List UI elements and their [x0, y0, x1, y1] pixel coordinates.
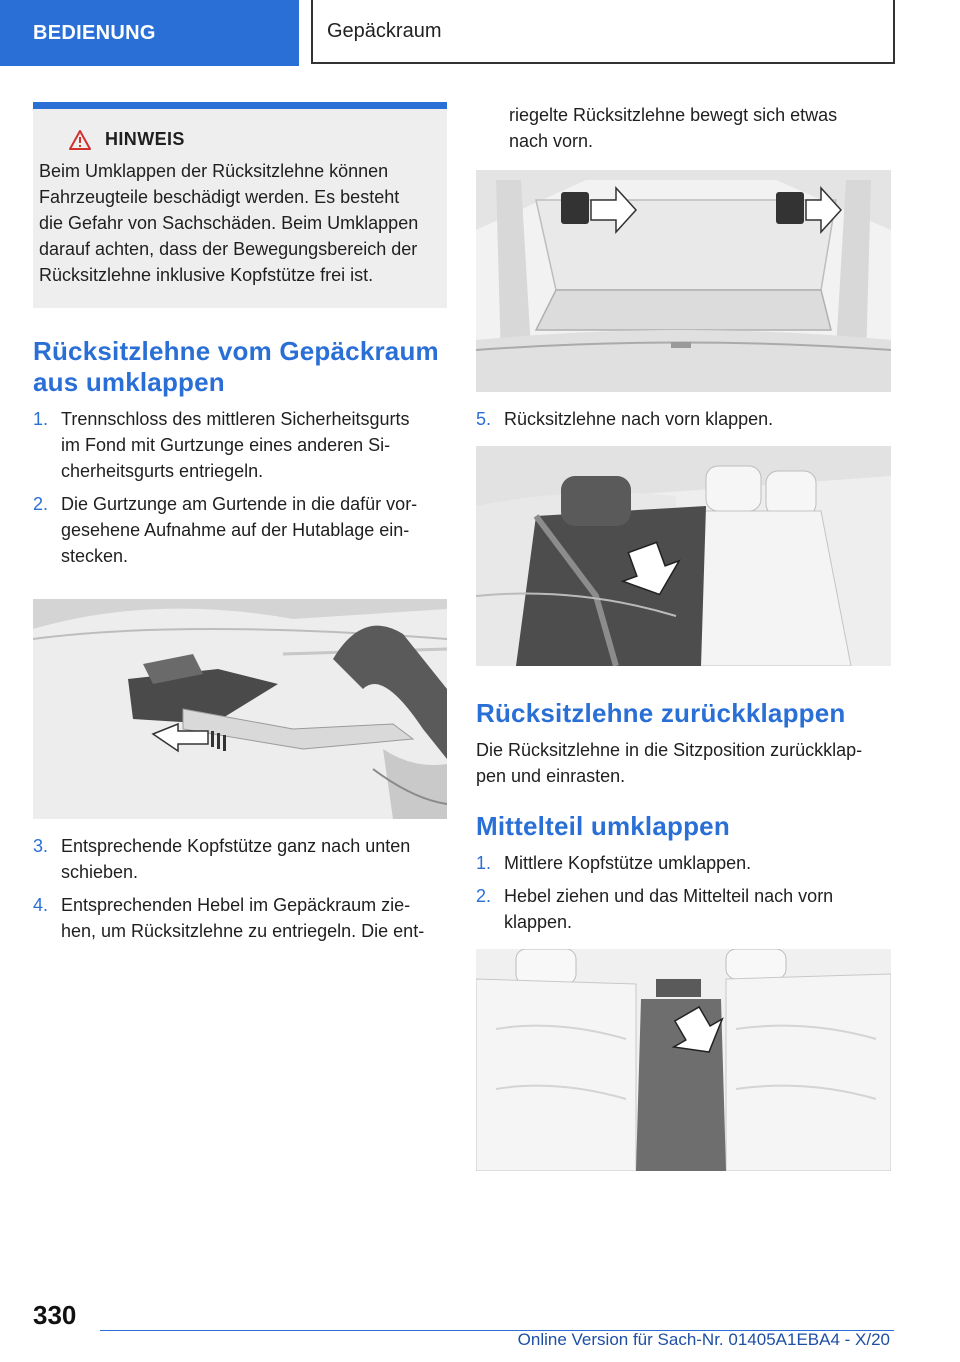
warning-triangle-icon — [69, 130, 91, 150]
step-text — [61, 406, 447, 484]
step-text — [61, 892, 447, 944]
step-line: Rücksitzlehne nach vorn klappen. — [504, 409, 774, 429]
list-item — [33, 892, 447, 944]
step-text — [504, 850, 891, 876]
step-line: Die Gurtzunge am Gurtende in die dafür vor- — [61, 494, 418, 514]
notice-text — [39, 158, 439, 288]
notice-line: darauf achten, dass der Bewegungsbereich der — [39, 239, 418, 259]
step-line: nach vorn. — [509, 131, 594, 151]
step-number: 1. — [33, 409, 49, 429]
header-section-label: BEDIENUNG — [0, 0, 299, 66]
page-number: 330 — [33, 1300, 77, 1330]
step-line: cherheitsgurts entriegeln. — [61, 461, 264, 481]
right-column — [476, 102, 891, 1171]
step-number: 1. — [476, 853, 492, 873]
step-number: 2. — [33, 494, 49, 514]
list-item — [33, 406, 447, 484]
step-line: stecken. — [61, 546, 129, 566]
list-item — [33, 491, 447, 569]
step-number: 2. — [476, 886, 492, 906]
notice-line: die Gefahr von Sachschäden. Beim Umklappen — [39, 213, 419, 233]
step-line: Hebel ziehen und das Mittelteil nach vorn — [504, 886, 834, 906]
step-number: 4. — [33, 895, 49, 915]
step-line: Entsprechende Kopfstütze ganz nach unten — [61, 836, 411, 856]
step-text — [504, 406, 891, 432]
footer-text: Online Version für Sach-Nr. 01405A1EBA4 - X/20 — [517, 1330, 890, 1349]
section-title-fold-from-trunk — [33, 336, 447, 398]
notice-line: Beim Umklappen der Rücksitzlehne können — [39, 161, 389, 181]
steps-list-center — [476, 850, 891, 935]
left-column — [33, 102, 447, 951]
step-line: Mittlere Kopfstütze umklappen. — [504, 853, 752, 873]
section-text-fold-back — [476, 737, 891, 789]
step-continuation — [476, 102, 891, 154]
list-item — [476, 406, 891, 432]
step-line: Trennschloss des mittleren Sicherheitsgurts — [61, 409, 410, 429]
step-line: gesehene Aufnahme auf der Hutablage ein- — [61, 520, 410, 540]
section-title-line: aus umklappen — [33, 367, 225, 397]
step-line: klappen. — [504, 912, 573, 932]
notice-line: Rücksitzlehne inklusive Kopfstütze frei ist. — [39, 265, 374, 285]
section-title-center: Mittelteil umklappen — [476, 811, 730, 841]
list-item — [476, 850, 891, 876]
figure-center-section — [476, 949, 891, 1171]
step-text — [61, 833, 447, 885]
steps-list-b — [33, 833, 447, 944]
step-text — [61, 491, 447, 569]
notice-line: Fahrzeugteile beschädigt werden. Es besteht — [39, 187, 400, 207]
step-number: 3. — [33, 836, 49, 856]
notice-title: HINWEIS — [105, 129, 185, 149]
figure-trunk-levers — [476, 170, 891, 392]
list-item — [476, 883, 891, 935]
notice-box — [33, 102, 447, 308]
figure-seat-fold-forward — [476, 446, 891, 666]
step-number: 5. — [476, 409, 492, 429]
step-line: im Fond mit Gurtzunge eines anderen Si- — [61, 435, 391, 455]
header-chapter-title: Gepäckraum — [311, 0, 895, 64]
step-line: Entsprechenden Hebel im Gepäckraum zie- — [61, 895, 411, 915]
step-line: schieben. — [61, 862, 139, 882]
text-line: Die Rücksitzlehne in die Sitzposition zurückklap- — [476, 740, 863, 760]
section-title-fold-back: Rücksitzlehne zurückklappen — [476, 698, 846, 728]
step-line: riegelte Rücksitzlehne bewegt sich etwas — [509, 105, 838, 125]
steps-list-c — [476, 406, 891, 432]
step-text — [504, 883, 891, 935]
figure-parcel-shelf — [33, 599, 447, 819]
steps-list-a — [33, 406, 447, 569]
section-title-line: Rücksitzlehne vom Gepäckraum — [33, 336, 439, 366]
step-line: hen, um Rücksitzlehne zu entriegeln. Die ent- — [61, 921, 425, 941]
text-line: pen und einrasten. — [476, 766, 626, 786]
list-item — [33, 833, 447, 885]
